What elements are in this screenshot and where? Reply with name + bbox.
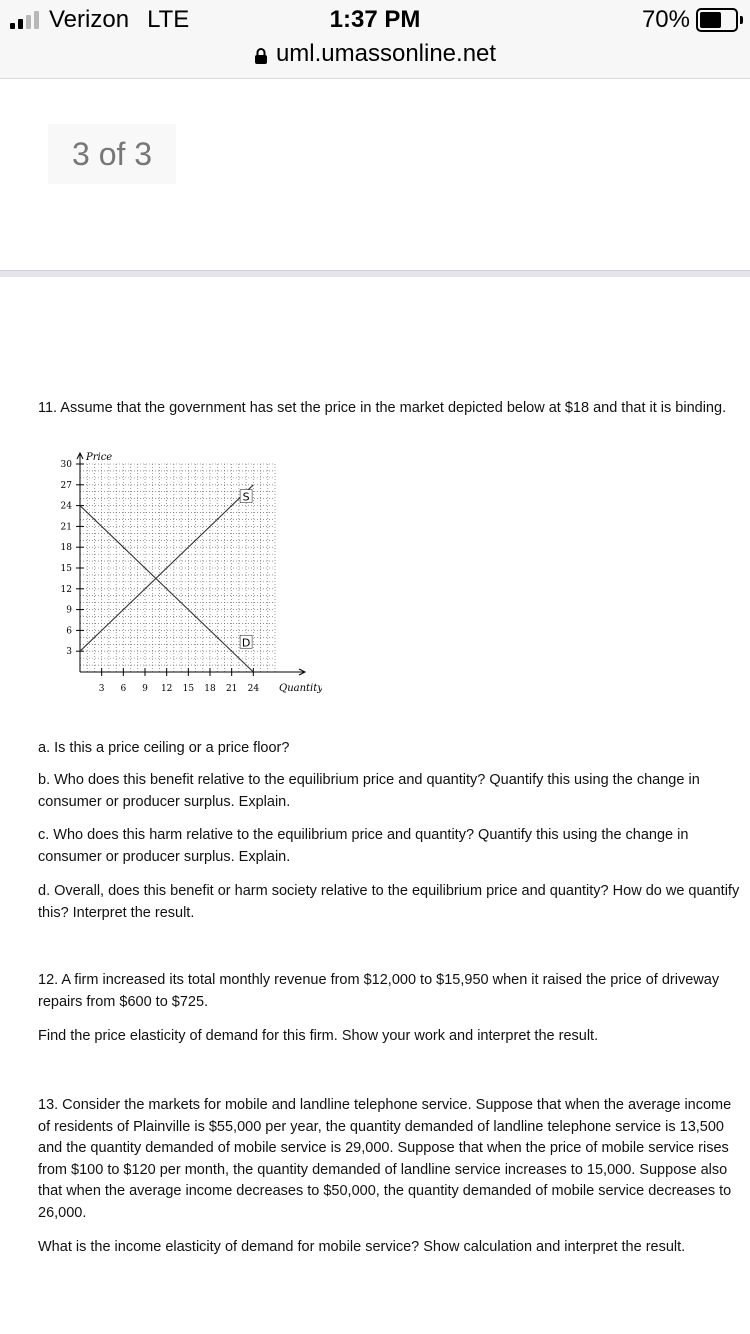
y-tick-label: 15	[60, 564, 72, 574]
question-12-task: Find the price elasticity of demand for this firm. Show your work and interpret the result.	[38, 1028, 599, 1044]
y-tick-label: 18	[60, 543, 72, 554]
question-11-part-a: a. Is this a price ceiling or a price floor?	[38, 740, 290, 756]
address-bar[interactable]	[0, 40, 750, 68]
y-tick-label: 21	[60, 522, 72, 533]
question-11-part-c: c. Who does this harm relative to the equilibrium price and quantity? Quantify this using the change in consumer or producer surplus. Explain.	[38, 827, 689, 865]
network-type: LTE	[147, 6, 190, 33]
question-12-prompt: 12. A firm increased its total monthly revenue from $12,000 to $15,950 when it raised the price of driveway repairs from $600 to $725.	[38, 972, 720, 1010]
y-tick-label: 12	[60, 584, 72, 595]
y-tick-label: 9	[66, 605, 72, 616]
battery-fill	[700, 12, 721, 28]
y-axis-label: Price	[86, 452, 113, 463]
clock: 1:37 PM	[329, 6, 421, 33]
carrier-name: Verizon	[49, 6, 130, 33]
x-tick-label: 3	[98, 684, 105, 694]
x-tick-label: 15	[182, 684, 195, 694]
y-tick-label: 3	[66, 647, 72, 658]
lock-icon	[254, 48, 268, 64]
y-tick-label: 6	[66, 626, 72, 637]
status-bar	[0, 0, 750, 79]
x-axis-label: Quantity	[279, 683, 322, 694]
series-label-s: S	[242, 490, 250, 504]
supply-demand-chart	[52, 450, 322, 710]
question-11-part-d: d. Overall, does this benefit or harm society relative to the equilibrium price and quantity? How do we quantify this? Interpret the result.	[38, 883, 740, 921]
x-tick-label: 21	[225, 684, 238, 694]
x-tick-label: 6	[120, 684, 127, 694]
battery-icon	[696, 8, 738, 32]
chart-svg	[52, 450, 322, 710]
y-tick-label: 24	[60, 501, 72, 512]
page-indicator: 3 of 3	[48, 124, 176, 184]
y-tick-label: 30	[60, 460, 72, 470]
url-text[interactable]: uml.umassonline.net	[275, 40, 497, 67]
y-tick-label: 27	[60, 480, 72, 491]
x-tick-label: 12	[160, 684, 173, 694]
page-divider	[0, 270, 750, 277]
question-13-task: What is the income elasticity of demand for mobile service? Show calculation and interpret the result.	[38, 1239, 686, 1255]
battery-percent: 70%	[641, 6, 690, 33]
question-11-prompt: 11. Assume that the government has set the price in the market depicted below at $18 and that it is binding.	[38, 400, 727, 416]
x-tick-label: 9	[142, 684, 148, 694]
question-13-prompt: 13. Consider the markets for mobile and landline telephone service. Suppose that when the average income of residents of Plainville is $55,000 per year, the quantity demanded of landline telephone service is 13,500 and the quantity demanded of mobile service is 29,000. Suppose that when the price of mobile service rises from $100 to $120 per month, the quantity demanded of landline service increases to 15,000. Suppose also that when the average income decreases to $50,000, the quantity demanded of mobile service decreases to 26,000.	[38, 1097, 732, 1221]
status-right	[642, 6, 738, 34]
series-label-d: D	[241, 636, 251, 650]
x-tick-label: 18	[204, 684, 216, 694]
question-11-part-b: b. Who does this benefit relative to the equilibrium price and quantity? Quantify this using the change in consumer or producer surplus. Explain.	[38, 772, 700, 810]
x-tick-label: 24	[247, 684, 260, 694]
